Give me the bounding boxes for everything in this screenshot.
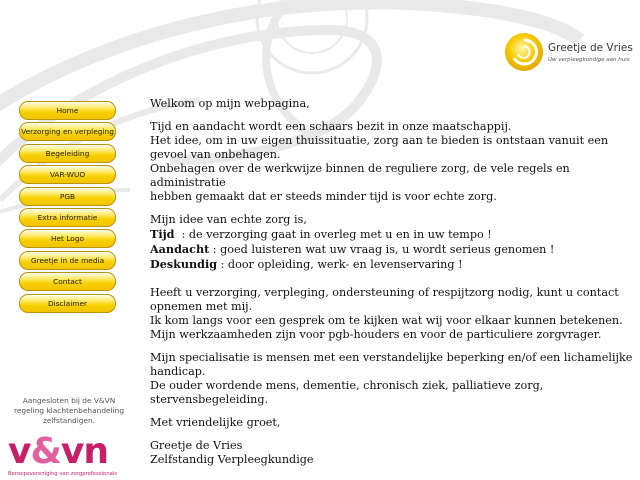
intro-line-2: Het idee, om in uw eigen thuissituatie, zorg aan te bieden is ontstaan vanuit een gevoel van onbehagen. [150, 134, 609, 161]
vvn-subtitle: Beroepsvereniging van zorgprofessionals [8, 471, 118, 477]
value-aandacht [150, 242, 636, 257]
vvn-wordmark [8, 431, 133, 472]
specialisation-line-2: De ouder wordende mens, dementie, chronisch ziek, palliatieve zorg, stervensbegeleiding. [150, 379, 544, 406]
sun-logo-icon [502, 30, 546, 74]
closing-greeting: Met vriendelijke groet, [150, 416, 281, 429]
intro-line-3: Onbehagen over de werkwijze binnen de reguliere zorg, de vele regels en administratie [150, 162, 570, 189]
value-deskundig [150, 257, 636, 272]
main-navigation [19, 101, 116, 315]
nav-disclaimer[interactable]: Disclaimer [19, 294, 116, 313]
value-aandacht-desc: : goed luisteren wat uw vraag is, u wordt serieus genomen ! [209, 243, 555, 256]
vvn-logo[interactable] [8, 431, 133, 480]
value-tijd-term: Tijd [150, 227, 175, 241]
services-line-1: Heeft u verzorging, verpleging, ondersteuning of respijtzorg nodig, kunt u contact opnemen met mij. [150, 286, 619, 313]
brand-logo[interactable] [500, 30, 640, 74]
signature-title: Zelfstandig Verpleegkundige [150, 453, 314, 466]
vvn-logo-amp: & [30, 431, 61, 472]
nav-extra-informatie[interactable]: Extra informatie [19, 208, 116, 227]
affiliation-line-3: zelfstandigen. [42, 416, 96, 425]
nav-pgb[interactable]: PGB [19, 187, 116, 206]
nav-verzorging-en-verpleging[interactable]: Verzorging en verpleging [19, 122, 116, 141]
affiliation-line-2: regeling klachtenbehandeling [13, 406, 125, 415]
nav-begeleiding[interactable]: Begeleiding [19, 144, 116, 163]
nav-het-logo[interactable]: Het Logo [19, 229, 116, 248]
affiliation-note [0, 396, 138, 426]
value-tijd-desc: : de verzorging gaat in overleg met u en in uw tempo ! [174, 228, 492, 241]
welcome-heading: Welkom op mijn webpagina, [150, 97, 310, 110]
intro-line-1: Tijd en aandacht wordt een schaars bezit in onze maatschappij. [150, 120, 512, 133]
nav-var-wuo[interactable]: VAR-WUO [19, 165, 116, 184]
value-deskundig-term: Deskundig [150, 257, 218, 271]
main-content [150, 97, 636, 467]
specialisation-line-1: Mijn specialisatie is mensen met een verstandelijke beperking en/of een lichamelijke handicap. [150, 351, 633, 378]
nav-home[interactable]: Home [19, 101, 116, 120]
nav-contact[interactable]: Contact [19, 272, 116, 291]
services-line-3: Mijn werkzaamheden zijn voor pgb-houders en voor de particuliere zorgvrager. [150, 328, 602, 341]
idea-heading: Mijn idee van echte zorg is, [150, 213, 307, 226]
value-deskundig-desc: : door opleiding, werk- en levenservaring ! [217, 258, 463, 271]
brand-tagline: Uw verpleegkundige aan huis [548, 57, 630, 63]
signature-name: Greetje de Vries [150, 439, 243, 452]
vvn-logo-v: v [8, 431, 31, 472]
affiliation-line-1: Aangesloten bij de V&VN [22, 396, 116, 405]
nav-greetje-in-de-media[interactable]: Greetje in de media [19, 251, 116, 270]
value-tijd [150, 227, 636, 242]
intro-line-4: hebben gemaakt dat er steeds minder tijd is voor echte zorg. [150, 190, 497, 203]
services-line-2: Ik kom langs voor een gesprek om te kijken wat wij voor elkaar kunnen betekenen. [150, 314, 623, 327]
value-aandacht-term: Aandacht [150, 242, 210, 256]
vvn-logo-vn: vn [60, 431, 108, 472]
brand-name: Greetje de Vries [548, 42, 633, 54]
